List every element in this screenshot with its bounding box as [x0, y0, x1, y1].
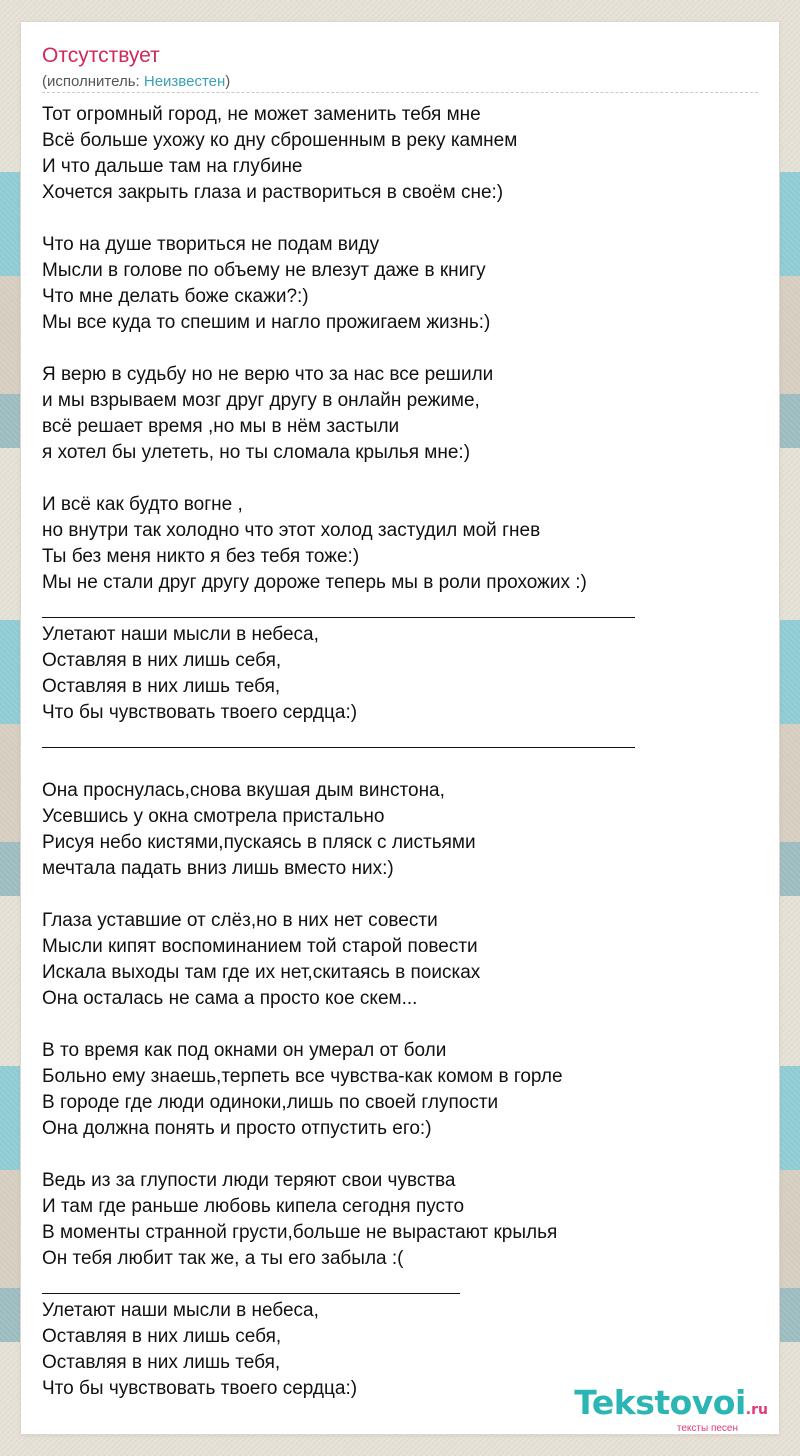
lyrics-body: [42, 102, 758, 1402]
blank-line: [42, 1142, 758, 1168]
artist-prefix: (исполнитель:: [42, 73, 144, 90]
lyric-line: Улетают наши мысли в небеса,: [42, 1300, 319, 1321]
lyric-line: Мысли кипят воспоминанием той старой повести: [42, 936, 478, 957]
logo-wordmark: [574, 1383, 768, 1427]
lyric-line: Она осталась не сама а просто кое скем...: [42, 988, 418, 1009]
lyric-line: Глаза уставшие от слёз,но в них нет совести: [42, 910, 438, 931]
lyric-line: Мысли в голове по объему не влезут даже в книгу: [42, 260, 486, 281]
lyric-line: Что мне делать боже скажи?:): [42, 286, 309, 307]
lyric-line: Больно ему знаешь,терпеть все чувства-как комом в горле: [42, 1066, 563, 1087]
logo-name: Tekstovoi: [574, 1383, 746, 1422]
lyric-line: Хочется закрыть глаза и раствориться в своём сне:): [42, 182, 504, 203]
separator-line: [42, 726, 758, 752]
site-logo[interactable]: [574, 1383, 768, 1434]
lyric-line: Что бы чувствовать твоего сердца:): [42, 702, 358, 723]
logo-tagline: тексты песен: [676, 1423, 738, 1434]
lyric-line: Оставляя в них лишь тебя,: [42, 1352, 281, 1373]
lyric-line: мечтала падать вниз лишь вместо них:): [42, 858, 394, 879]
lyric-line: И всё как будто вогне ,: [42, 494, 243, 515]
blank-line: [42, 466, 758, 492]
lyric-line: Искала выходы там где их нет,скитаясь в поисках: [42, 962, 481, 983]
artist-line: [42, 72, 230, 92]
lyric-line: Мы все куда то спешим и нагло прожигаем жизнь:): [42, 312, 491, 333]
lyric-line: всё решает время ,но мы в нём застыли: [42, 416, 400, 437]
lyric-line: Ведь из за глупости люди теряют свои чувства: [42, 1170, 456, 1191]
lyric-line: В моменты странной грусти,больше не вырастают крылья: [42, 1222, 558, 1243]
artist-suffix: ): [225, 73, 231, 90]
lyric-line: Что на душе твориться не подам виду: [42, 234, 380, 255]
lyric-line: Усевшись у окна смотрела пристально: [42, 806, 385, 827]
blank-line: [42, 882, 758, 908]
lyric-line: Оставляя в них лишь себя,: [42, 650, 282, 671]
lyric-line: Она проснулась,снова вкушая дым винстона,: [42, 780, 445, 801]
lyric-line: Оставляя в них лишь тебя,: [42, 676, 281, 697]
lyric-line: Я верю в судьбу но не верю что за нас все решили: [42, 364, 494, 385]
blank-line: [42, 206, 758, 232]
logo-tld: .ru: [745, 1402, 768, 1418]
lyric-line: Оставляя в них лишь себя,: [42, 1326, 282, 1347]
lyric-line: И там где раньше любовь кипела сегодня пусто: [42, 1196, 465, 1217]
lyric-line: В то время как под окнами он умерал от боли: [42, 1040, 447, 1061]
lyric-line: Рисуя небо кистями,пускаясь в пляск с листьями: [42, 832, 476, 853]
separator-line: [42, 1272, 758, 1298]
lyric-line: И что дальше там на глубине: [42, 156, 303, 177]
lyric-line: я хотел бы улететь, но ты сломала крылья мне:): [42, 442, 471, 463]
blank-line: [42, 752, 758, 778]
artist-link[interactable]: Неизвестен: [143, 73, 226, 90]
lyric-line: Всё больше ухожу ко дну сброшенным в реку камнем: [42, 130, 518, 151]
lyric-line: Улетают наши мысли в небеса,: [42, 624, 319, 645]
header-divider: [42, 92, 758, 93]
lyric-line: Она должна понять и просто отпустить его:): [42, 1118, 432, 1139]
lyric-line: Тот огромный город, не может заменить тебя мне: [42, 104, 481, 125]
lyric-line: Он тебя любит так же, а ты его забыла :(: [42, 1248, 404, 1269]
lyric-line: и мы взрываем мозг друг другу в онлайн режиме,: [42, 390, 480, 411]
lyric-line: Что бы чувствовать твоего сердца:): [42, 1378, 358, 1399]
separator-line: [42, 596, 758, 622]
lyric-line: Мы не стали друг другу дороже теперь мы в роли прохожих :): [42, 572, 587, 593]
blank-line: [42, 1012, 758, 1038]
lyric-line: Ты без меня никто я без тебя тоже:): [42, 546, 360, 567]
lyric-line: но внутри так холодно что этот холод застудил мой гнев: [42, 520, 541, 541]
lyrics-card: [21, 22, 779, 1434]
blank-line: [42, 336, 758, 362]
lyric-line: В городе где люди одиноки,лишь по своей глупости: [42, 1092, 499, 1113]
song-title: Отсутствует: [42, 44, 160, 67]
